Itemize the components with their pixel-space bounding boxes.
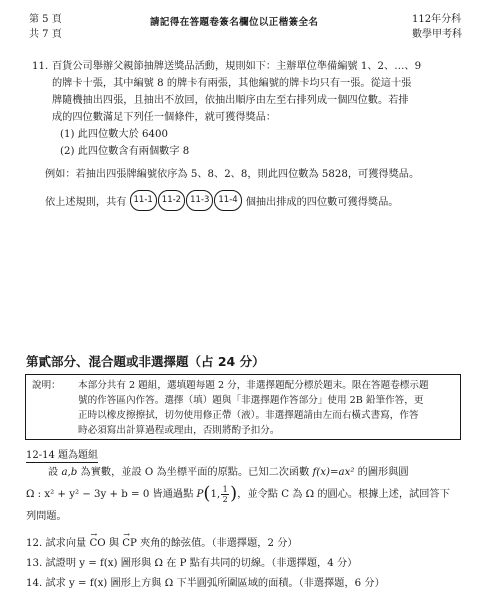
math-function: f(x)=ax² xyxy=(312,467,355,478)
answer-blank-11-1[interactable]: 11-1 xyxy=(130,190,157,211)
paren-close: ) xyxy=(230,483,238,504)
question-14: 14. 試求 y = f(x) 圖形上方與 Ω 下半圓弧所圍區域的面積。（非選擇題，6 分） xyxy=(26,578,385,589)
signature-notice: 請記得在答題卷簽名欄位以正楷簽全名 xyxy=(150,17,319,28)
condition-2: (2) 此四位數含有兩個數字 8 xyxy=(60,146,190,157)
condition-1: (1) 此四位數大於 6400 xyxy=(60,129,168,140)
question-12 xyxy=(26,536,298,552)
page-number-block xyxy=(29,12,62,42)
fraction-denominator: 2 xyxy=(222,494,228,504)
answer-prefix: 依上述規則，共有 xyxy=(45,197,127,208)
intro-line-1 xyxy=(26,462,472,484)
instructions-lead: 說明： xyxy=(32,380,61,391)
question-12-text: 夾角的餘弦值。（非選擇題，2 分） xyxy=(136,538,298,549)
answer-blanks xyxy=(130,190,243,211)
total-pages-label: 共 7 頁 xyxy=(29,29,62,40)
fraction-numerator: 1 xyxy=(222,484,228,494)
question-group-intro xyxy=(26,462,472,528)
point-p-label: P xyxy=(196,489,204,500)
answer-blank-11-3[interactable]: 11-3 xyxy=(186,190,213,211)
question-group-title: 12-14 題為題組 xyxy=(26,446,98,463)
intro-text: ，並令點 C 為 Ω 的圓心。根據上述，試回答下 xyxy=(237,489,450,500)
intro-text: 為實數，並設 O 為坐標平面的原點。已知二次函數 xyxy=(77,467,313,478)
exam-year-label: 112年分科 xyxy=(412,14,462,25)
question-11-line-3: 牌隨機抽出四張，且抽出不放回，依抽出順序由左至右排列成一個四位數。若排 xyxy=(52,95,409,106)
question-11-example: 例如：若抽出四張牌編號依序為 5、8、2、8，則此四位數為 5828，可獲得獎品。 xyxy=(45,169,420,180)
instructions-line-4: 時必須寫出計算過程或理由，否則將酌予扣分。 xyxy=(78,425,280,436)
point-x: 1, xyxy=(210,489,221,500)
exam-info-block xyxy=(412,12,462,42)
subject-label: 數學甲考科 xyxy=(412,29,462,40)
vector-co: → CO xyxy=(89,536,105,552)
instructions-line-2: 號的作答區內作答。選擇（填）題與「非選擇題作答部分」使用 2B 鉛筆作答，更 xyxy=(78,395,424,406)
instructions-line-1: 本部分共有 2 題組，選填題每題 2 分，非選擇題配分標於題末。限在答題卷標示題 xyxy=(78,380,429,391)
vector-cp: → CP xyxy=(122,536,137,552)
question-13: 13. 試證明 y = f(x) 圖形與 Ω 在 P 點有共同的切線。（非選擇題，4 分） xyxy=(26,558,358,569)
question-12-text: 與 xyxy=(105,538,123,549)
page-label: 第 5 頁 xyxy=(29,14,62,25)
question-11-line-4: 成的四位數滿足下列任一個條件，就可獲得獎品： xyxy=(52,112,277,123)
intro-line-3: 列問題。 xyxy=(26,511,67,522)
intro-line-2 xyxy=(26,484,472,506)
fraction-one-half xyxy=(221,485,229,504)
section-2-title: 第貳部分、混合題或非選擇題（占 24 分） xyxy=(26,354,265,369)
math-ab: a,b xyxy=(61,467,78,478)
question-11-line-1: 百貨公司舉辦父親節抽牌送獎品活動，規則如下：主辦單位準備編號 1、2、…、9 xyxy=(52,61,422,72)
question-11-answer-line xyxy=(45,190,399,211)
question-11-line-2: 的牌卡十張，其中編號 8 的牌卡有兩張，其他編號的牌卡均只有一張。從這十張 xyxy=(52,78,412,89)
section-2-instructions xyxy=(25,374,461,440)
instructions-line-3: 正時以橡皮擦擦拭，切勿使用修正帶（液）。非選擇題請由左而右橫式書寫，作答 xyxy=(78,410,419,421)
intro-text: 的圖形與圓 xyxy=(354,467,409,478)
question-11-number: 11. xyxy=(32,61,49,72)
intro-text: 設 xyxy=(48,467,62,478)
intro-text: Ω : x² + y² − 3y + b = 0 皆通過點 xyxy=(26,489,197,500)
answer-blank-11-4[interactable]: 11-4 xyxy=(214,190,241,211)
question-11 xyxy=(32,58,470,160)
question-12-text: 12. 試求向量 xyxy=(26,538,90,549)
paren-open: ( xyxy=(203,483,211,504)
answer-suffix: 個抽出排成的四位數可獲得獎品。 xyxy=(245,197,399,208)
answer-blank-11-2[interactable]: 11-2 xyxy=(158,190,185,211)
